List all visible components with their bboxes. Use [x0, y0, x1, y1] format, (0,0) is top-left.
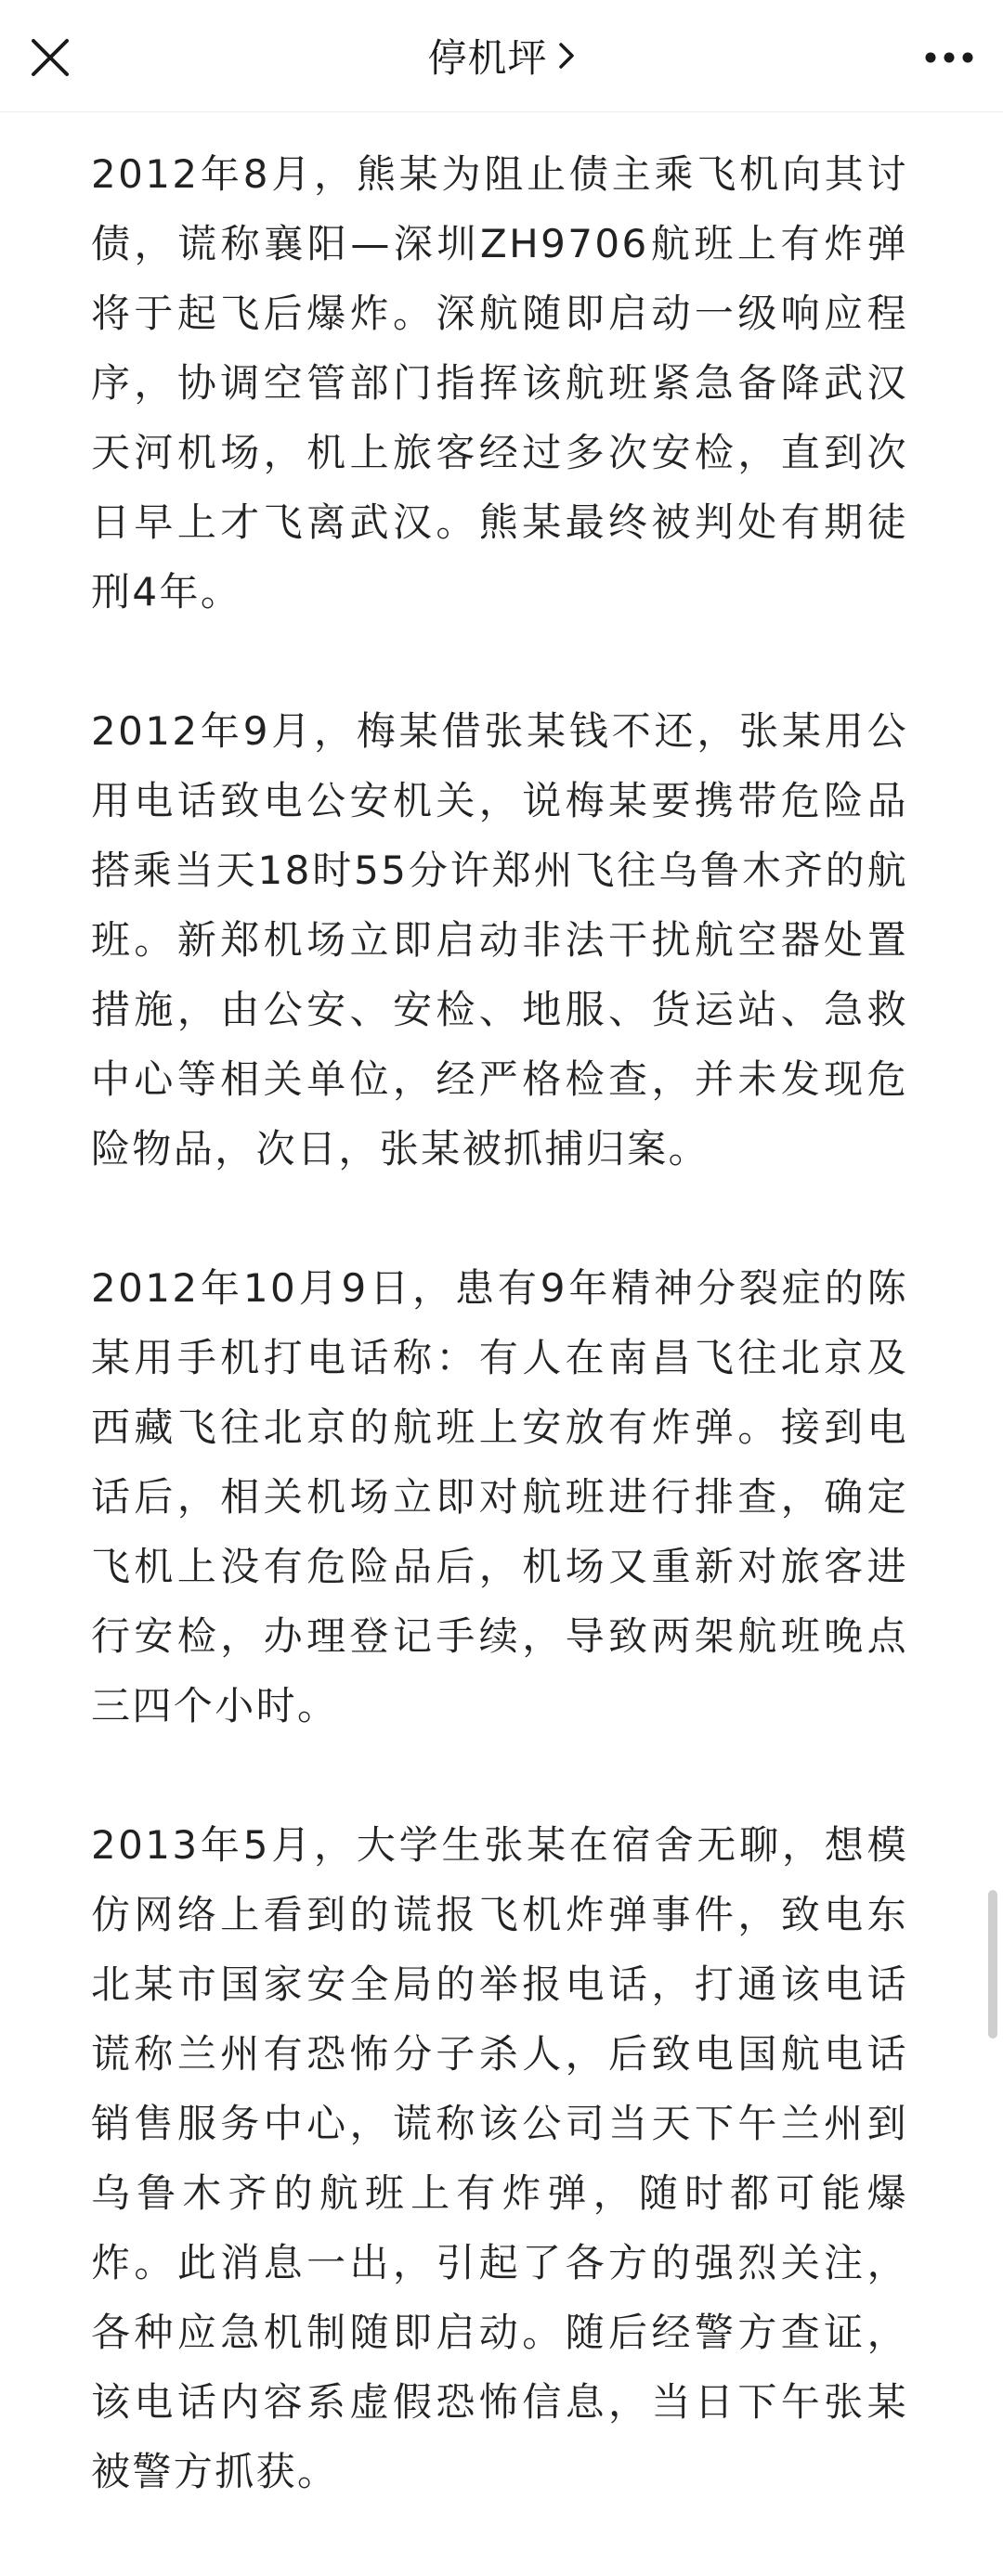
- article-paragraph-2: 2012年9月，梅某借张某钱不还，张某用公用电话致电公安机关，说梅某要携带危险品搭乘当天18时55分许郑州飞往乌鲁木齐的航班。新郑机场立即启动非法干扰航空器处置措施，由公安、安检、地服、货运站、急救中心等相关单位，经严格检查，并未发现危险物品，次日，张某被抓捕归案。: [91, 708, 908, 1171]
- more-button[interactable]: [916, 28, 983, 87]
- account-name: 停机坪: [427, 35, 548, 81]
- article-paragraph-3: 2012年10月9日，患有9年精神分裂症的陈某用手机打电话称：有人在南昌飞往北京及西藏飞往北京的航班上安放有炸弹。接到电话后，相关机场立即对航班进行排查，确定飞机上没有危险品后，机场又重新对旅客进行安检，办理登记手续，导致两架航班晚点三四个小时。: [91, 1265, 908, 1728]
- scrollbar-thumb[interactable]: [988, 1890, 997, 2039]
- more-horizontal-icon: [923, 50, 975, 65]
- article-body: [91, 139, 908, 2576]
- article-paragraph-1: 2012年8月，熊某为阻止债主乘飞机向其讨债，谎称襄阳—深圳ZH9706航班上有炸弹将于起飞后爆炸。深航随即启动一级响应程序，协调空管部门指挥该航班紧急备降武汉天河机场，机上旅客经过多次安检，直到次日早上才飞离武汉。熊某最终被判处有期徒刑4年。: [91, 151, 908, 615]
- nav-title-area: [0, 0, 1003, 111]
- account-name-link[interactable]: [427, 28, 575, 84]
- top-navbar: [0, 0, 1003, 112]
- article-paragraph-4: 2013年5月，大学生张某在宿舍无聊，想模仿网络上看到的谎报飞机炸弹事件，致电东北某市国家安全局的举报电话，打通该电话谎称兰州有恐怖分子杀人，后致电国航电话销售服务中心，谎称该公司当天下午兰州到乌鲁木齐的航班上有炸弹，随时都可能爆炸。此消息一出，引起了各方的强烈关注，各种应急机制随即启动。随后经警方查证，该电话内容系虚假恐怖信息，当日下午张某被警方抓获。: [91, 1822, 908, 2494]
- chevron-right-icon: [557, 41, 576, 71]
